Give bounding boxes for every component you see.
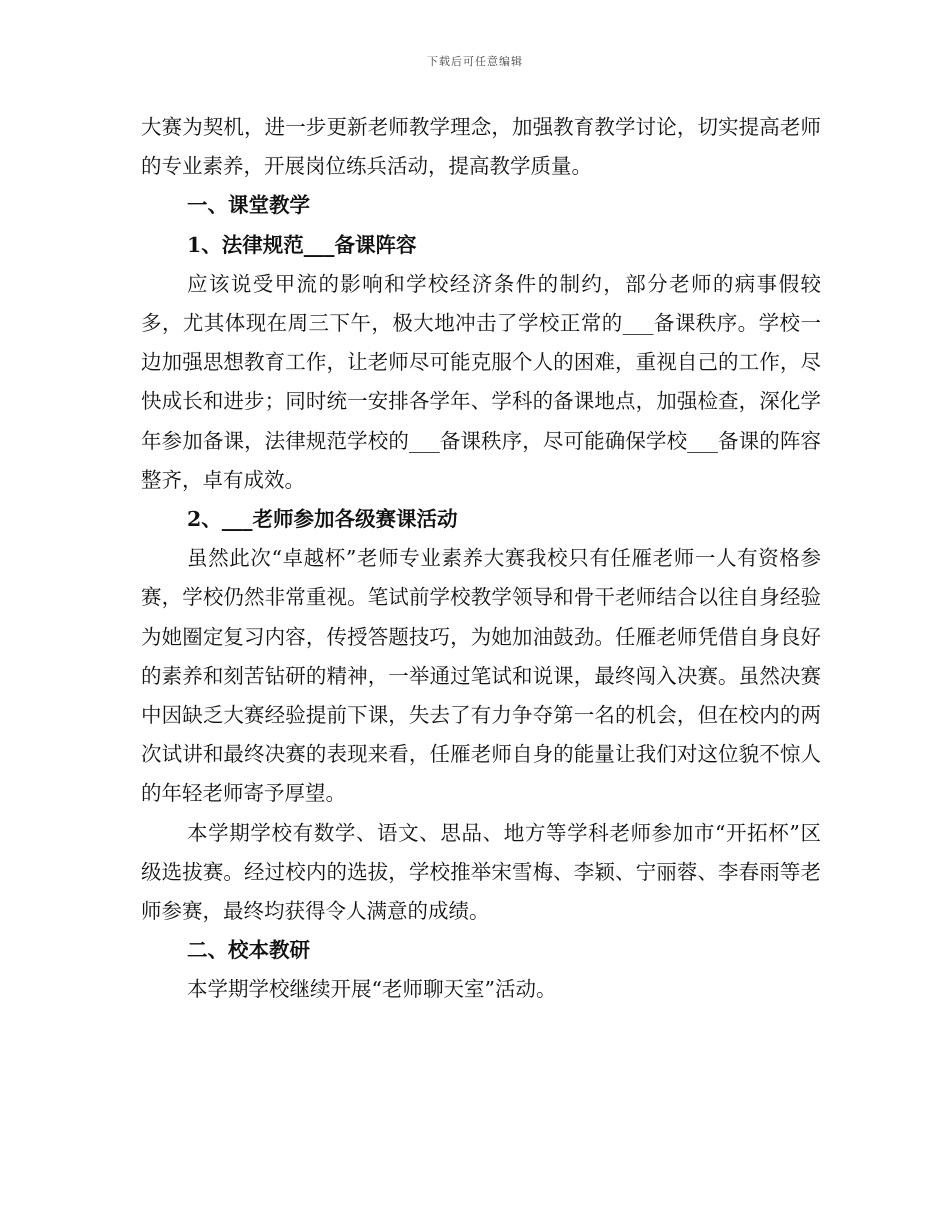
body-paragraph: 本学期学校有数学、语文、思品、地方等学科老师参加市“开拓杯”区级选拔赛。经过校内的选拔，学校推举宋雪梅、李颖、宁丽蓉、李春雨等老师参赛，最终均获得令人满意的成绩。 (141, 820, 821, 924)
page-header-note: 下载后可任意编辑 (427, 55, 523, 68)
document-body (141, 108, 821, 1010)
section-heading: 二、校本教研 (187, 938, 310, 963)
subsection-heading: 1、法律规范___备课阵容 (187, 232, 417, 257)
body-paragraph: 应该说受甲流的影响和学校经济条件的制约，部分老师的病事假较多，尤其体现在周三下午，极大地冲击了学校正常的___备课秩序。学校一边加强思想教育工作，让老师尽可能克服个人的困难，重视自己的工作，尽快成长和进步；同时统一安排各学年、学科的备课地点，加强检查，深化学年参加备课，法律规范学校的___备课秩序，尽可能确保学校___备课的阵容整齐，卓有成效。 (141, 271, 821, 492)
section-heading: 一、课堂教学 (187, 193, 310, 218)
body-paragraph: 大赛为契机，进一步更新老师教学理念，加强教育教学讨论，切实提高老师的专业素养，开展岗位练兵活动，提高教学质量。 (141, 115, 821, 179)
body-paragraph: 虽然此次“卓越杯”老师专业素养大赛我校只有任雁老师一人有资格参赛，学校仍然非常重视。笔试前学校教学领导和骨干老师结合以往自身经验为她圈定复习内容，传授答题技巧，为她加油鼓劲。任雁老师凭借自身良好的素养和刻苦钻研的精神，一举通过笔试和说课，最终闯入决赛。虽然决赛中因缺乏大赛经验提前下课，失去了有力争夺第一名的机会，但在校内的两次试讲和最终决赛的表现来看，任雁老师自身的能量让我们对这位貌不惊人的年轻老师寄予厚望。 (141, 546, 821, 806)
body-paragraph: 本学期学校继续开展“老师聊天室”活动。 (187, 977, 557, 1002)
subsection-heading: 2、___老师参加各级赛课活动 (187, 507, 458, 532)
